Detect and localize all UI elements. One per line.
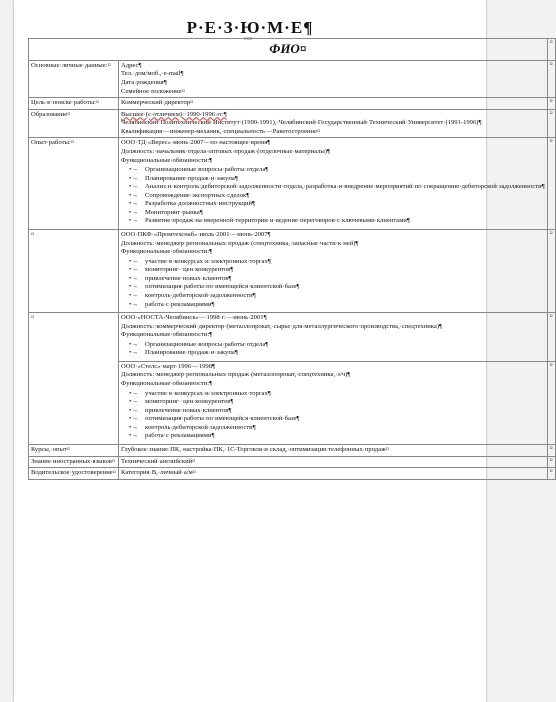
experience-row-2 bbox=[29, 230, 556, 313]
job-duties-label: Функциональные·обязанности:¶ bbox=[121, 331, 213, 339]
duty-item: •→ участие·в·конкурсах·и·электронных·торгах¶ bbox=[135, 390, 545, 399]
contact-line: Тел.·дом/моб.,·e-mail¶ bbox=[121, 70, 184, 78]
duty-item: •→ участие·в·конкурсах·и·электронных·торгах¶ bbox=[135, 258, 545, 267]
row-end-mark: ¤ bbox=[547, 456, 555, 468]
experience-label[interactable]: Опыт·работы:¤ bbox=[29, 138, 119, 230]
goal-label[interactable]: Цель·в·поиске·работы:¤ bbox=[29, 98, 119, 110]
license-label[interactable]: Водительское·удостоверение¤ bbox=[29, 468, 119, 480]
contact-line: Семейное·положение¤ bbox=[121, 87, 185, 95]
duty-item: •→ мониторинг··цен·конкурентов¶ bbox=[135, 398, 545, 407]
job-company: ООО·ТД·«Верес»·июнь·2007·-·по·настоящее·время¶ bbox=[121, 139, 271, 147]
languages-label[interactable]: Знание·иностранных·языков¤ bbox=[29, 456, 119, 468]
duty-item: •→ привлечение·новых·клиентов¶ bbox=[135, 275, 545, 284]
job-duties-label: Функциональные·обязанности:¶ bbox=[121, 380, 213, 388]
job-cell[interactable] bbox=[119, 361, 548, 444]
duty-item: •→ оптимизация·работы·по·имеющейся·клиентской·базе¶ bbox=[135, 283, 545, 292]
education-cell[interactable] bbox=[119, 109, 548, 138]
job-company: ООО·«НОСТА-Челябинск»·–·1998·г.·–·июнь·2001¶ bbox=[121, 314, 267, 322]
resume-title: Р·Е·З·Ю·М·Е¶ bbox=[186, 18, 314, 37]
row-end-mark: ¤ bbox=[547, 60, 555, 97]
goal-value[interactable]: Коммерческий·директор¤ bbox=[119, 98, 548, 110]
languages-row bbox=[29, 456, 556, 468]
job-company: ООО·ПКФ·«Промтехснаб»·июль·2001·–·июнь·2007¶ bbox=[121, 231, 271, 239]
title-marker: ооо bbox=[244, 36, 253, 42]
empty-label-cell[interactable]: ¤ bbox=[29, 313, 119, 445]
row-end-mark: ¤ bbox=[547, 39, 555, 61]
row-end-mark: ¤ bbox=[547, 468, 555, 480]
job-position: Должность:·начальник·отдела·оптовых·продаж·(отделочные·материалы)¶ bbox=[121, 147, 330, 155]
job-position: Должность:·менеджер·региональных·продаж·(металлопрокат,·спецтехника,·з/ч)¶ bbox=[121, 371, 351, 379]
duty-item: •→ Мониторинг·рынка¶ bbox=[135, 209, 545, 218]
courses-value[interactable]: Глубокое·знание·ПК,·настройка·ПК,·1С-Торговля·и·склад,·оптимизация·телефонных·продаж¤ bbox=[119, 444, 548, 456]
goal-row bbox=[29, 98, 556, 110]
license-row bbox=[29, 468, 556, 480]
job-cell[interactable] bbox=[119, 313, 548, 362]
duty-item: •→ Разработка·должностных·инструкций¶ bbox=[135, 200, 545, 209]
job-position: Должность:·менеджер·региональных·продаж·(спецтехника,·запасные·части·к·ней)¶ bbox=[121, 239, 359, 247]
job-duties-label: Функциональные·обязанности:¶ bbox=[121, 248, 213, 256]
row-end-mark: ¤ bbox=[547, 138, 555, 230]
education-line: Квалификация·–·инженер-механик,·специальность·–·Ракетостроение¤ bbox=[121, 127, 321, 135]
experience-row-3 bbox=[29, 313, 556, 362]
experience-row-1 bbox=[29, 138, 556, 230]
row-end-mark: ¤ bbox=[547, 109, 555, 138]
duties-list bbox=[121, 390, 545, 441]
contact-line: Дата·рождения¶ bbox=[121, 79, 167, 87]
row-end-mark: ¤ bbox=[547, 313, 555, 362]
contacts-row bbox=[29, 60, 556, 97]
contacts-cell[interactable] bbox=[119, 60, 548, 97]
duty-item: •→ мониторинг··цен·конкурентов¶ bbox=[135, 266, 545, 275]
duty-item: •→ контроль·дебиторской·задолженности¶ bbox=[135, 424, 545, 433]
duty-item: •→ Организационные·вопросы·работы·отдела¶ bbox=[135, 166, 545, 175]
duty-item: •→ Планирование·продаж·и·закупа¶ bbox=[135, 349, 545, 358]
education-row bbox=[29, 109, 556, 138]
row-end-mark: ¤ bbox=[547, 444, 555, 456]
job-duties-label: Функциональные·обязанности:¶ bbox=[121, 156, 213, 164]
contacts-label[interactable]: Основные·личные·данные:¤ bbox=[29, 60, 119, 97]
row-end-mark: ¤ bbox=[547, 98, 555, 110]
duty-item: •→ Сопровождение·экспортных·сделок¶ bbox=[135, 192, 545, 201]
row-end-mark: ¤ bbox=[547, 230, 555, 313]
row-end-mark: ¤ bbox=[547, 361, 555, 444]
duty-item: •→ работа·с·рекламациями¶ bbox=[135, 432, 545, 441]
job-cell[interactable] bbox=[119, 138, 548, 230]
duty-item: •→ оптимизация·работы·по·имеющейся·клиентской·базе¶ bbox=[135, 415, 545, 424]
job-company: ООО·«Стелс»·март·1996·–·1998¶ bbox=[121, 362, 216, 370]
job-cell[interactable] bbox=[119, 230, 548, 313]
duty-item: •→ Организационные·вопросы·работы·отдела¶ bbox=[135, 341, 545, 350]
courses-label[interactable]: Курсы,·опыт¤ bbox=[29, 444, 119, 456]
duties-list bbox=[121, 258, 545, 309]
education-label[interactable]: Образование¤ bbox=[29, 109, 119, 138]
education-line: Высшее·(с·отличием)··1990-1996·гг.¶ bbox=[121, 110, 227, 118]
education-line: Челябинский·Политехнический·Институт·(1990-1991),·Челябинский·Государственный·Технический·Университет·(1991-1996)¶ bbox=[121, 119, 482, 127]
languages-value[interactable]: Технический·английский¤ bbox=[119, 456, 548, 468]
fio-cell[interactable]: ФИО¤ bbox=[29, 39, 548, 61]
resume-table bbox=[28, 38, 556, 480]
duty-item: •→ Развитие·продаж·на·вверенной·территории·и·ведение·переговоров·с·ключевыми·клиентами¶ bbox=[135, 217, 545, 226]
job-position: Должность:·коммерческий·директор·(металлопрокат,·сырье·для·металлургического·производства,·спецтехника)¶ bbox=[121, 322, 443, 330]
fio-row bbox=[29, 39, 556, 61]
duty-item: •→ Планирование·продаж·и·закупа¶ bbox=[135, 175, 545, 184]
empty-label-cell[interactable]: ¤ bbox=[29, 230, 119, 313]
contact-line: Адрес¶ bbox=[121, 61, 142, 69]
document-page bbox=[14, 0, 553, 702]
duties-list bbox=[121, 166, 545, 226]
duty-item: •→ Анализ·и·контроль·дебиторской·задолженности·отдела,·разработка·и·внедрение·мероприятий·по·сокращению·дебиторской·задолженности¶ bbox=[135, 183, 545, 192]
duty-item: •→ привлечение·новых·клиентов¶ bbox=[135, 407, 545, 416]
duty-item: •→ работа·с·рекламациями¶ bbox=[135, 301, 545, 310]
courses-row bbox=[29, 444, 556, 456]
license-value[interactable]: Категория·В,·личный·а/м¤ bbox=[119, 468, 548, 480]
duty-item: •→ контроль·дебиторской·задолженности¶ bbox=[135, 292, 545, 301]
duties-list bbox=[121, 341, 545, 358]
